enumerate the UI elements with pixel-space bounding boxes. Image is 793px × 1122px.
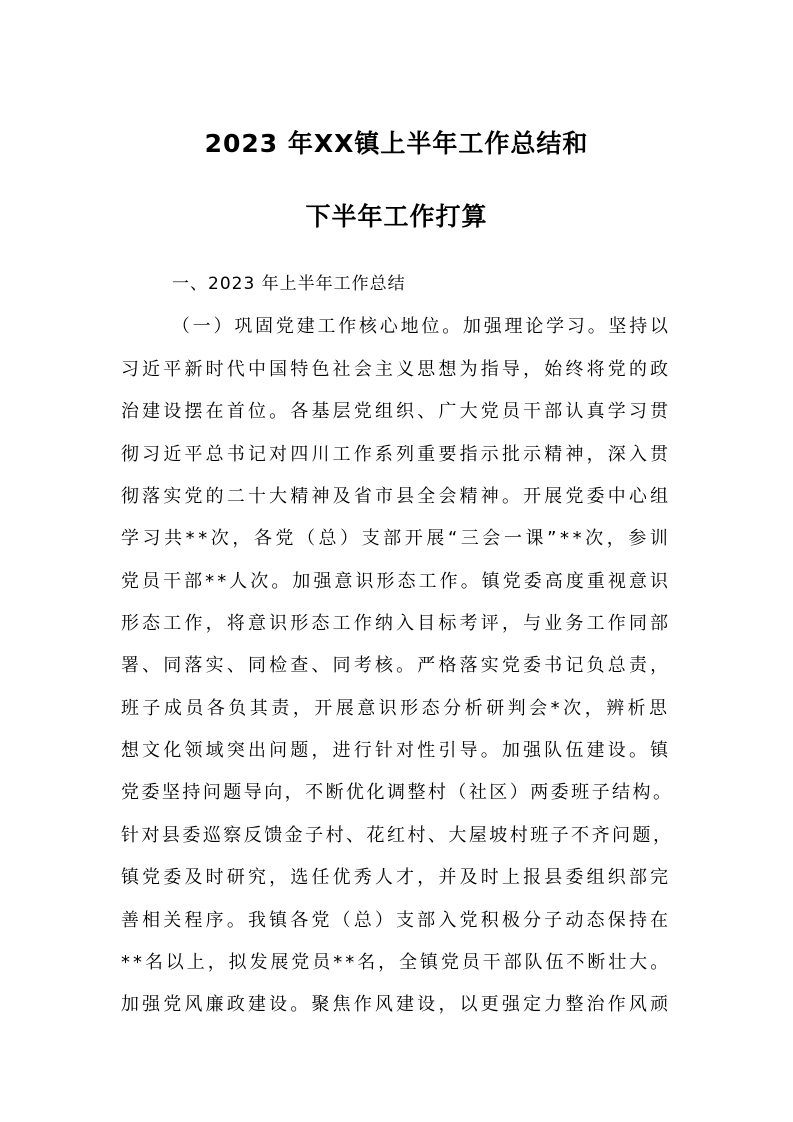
body-line: 习近平新时代中国特色社会主义思想为指导，始终将党的政 — [121, 359, 672, 380]
body-line: 班子成员各负其责，开展意识形态分析研判会*次，辨析思 — [121, 698, 671, 719]
body-line: 党员干部**人次。加强意识形态工作。镇党委高度重视意识 — [121, 571, 672, 592]
body-line: 想文化领域突出问题，进行针对性引导。加强队伍建设。镇 — [121, 740, 672, 761]
body-line: 彻落实党的二十大精神及省市县全会精神。开展党委中心组 — [121, 486, 672, 507]
body-line: 党委坚持问题导向，不断优化调整村（社区）两委班子结构。 — [121, 782, 674, 803]
document-title-line-2: 下半年工作打算 — [305, 202, 488, 231]
section-heading: 一、2023 年上半年工作总结 — [172, 274, 406, 294]
body-line: 署、同落实、同检查、同考核。严格落实党委书记负总责， — [121, 655, 672, 676]
body-line: 彻习近平总书记对四川工作系列重要指示批示精神，深入贯 — [121, 444, 672, 465]
body-line: （一）巩固党建工作核心地位。加强理论学习。坚持以 — [172, 316, 671, 337]
body-line: 镇党委及时研究，选任优秀人才，并及时上报县委组织部完 — [121, 867, 672, 888]
body-line: **名以上，拟发展党员**名，全镇党员干部队伍不断壮大。 — [121, 952, 672, 973]
body-line: 善相关程序。我镇各党（总）支部入党积极分子动态保持在 — [121, 910, 672, 931]
body-line: 学习共**次，各党（总）支部开展“三会一课”**次，参训 — [121, 528, 672, 549]
body-line: 针对县委巡察反馈金子村、花红村、大屋坡村班子不齐问题， — [121, 825, 674, 846]
body-line: 治建设摆在首位。各基层党组织、广大党员干部认真学习贯 — [121, 401, 672, 422]
body-line: 形态工作，将意识形态工作纳入目标考评，与业务工作同部 — [121, 613, 672, 634]
body-line: 加强党风廉政建设。聚焦作风建设，以更强定力整治作风顽 — [121, 994, 672, 1015]
document-title-line-1: 2023 年XX镇上半年工作总结和 — [204, 129, 589, 158]
